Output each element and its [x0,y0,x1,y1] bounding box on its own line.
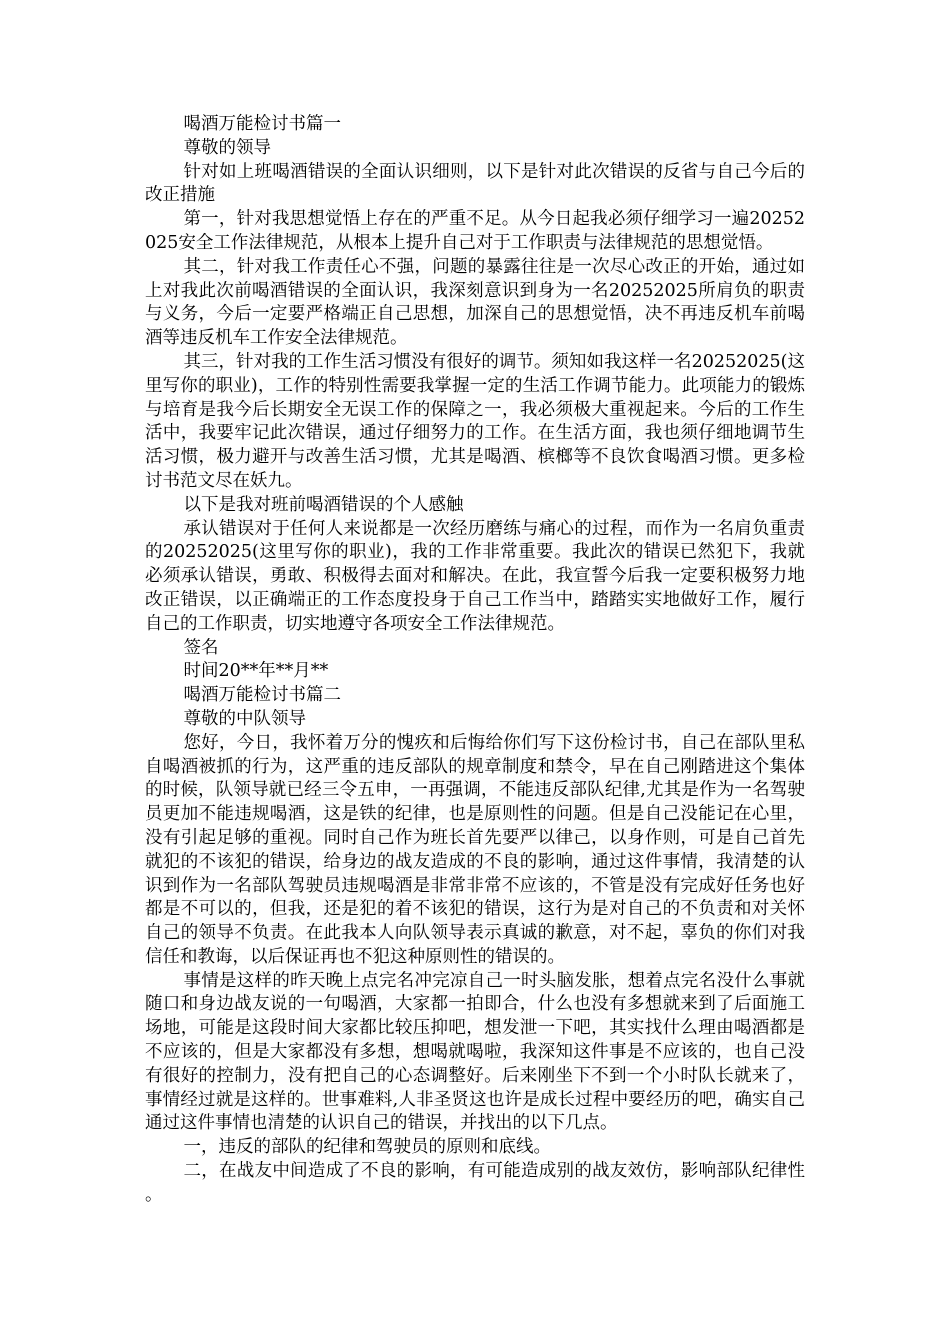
paragraph: 您好，今日，我怀着万分的愧疚和后悔给你们写下这份检讨书，自己在部队里私自喝酒被抓的行为，这严重的违反部队的规章制度和禁令，早在自己刚踏进这个集体的时候，队领导就已经三令五申，一再强调，不能违反部队纪律,尤其是作为一名驾驶员更加不能违规喝酒，这是铁的纪律，也是原则性的问题。但是自己没能记在心里，没有引起足够的重视。同时自己作为班长首先要严以律己，以身作则，可是自己首先就犯的不该犯的错误，给身边的战友造成的不良的影响，通过这件事情，我清楚的认识到作为一名部队驾驶员违规喝酒是非常非常不应该的，不管是没有完成好任务也好都是不可以的，但我，还是犯的着不该犯的错误，这行为是对自己的不负责和对关怀自己的领导不负责。在此我本人向队领导表示真诚的歉意，对不起，辜负的你们对我信任和教诲，以后保证再也不犯这种原则性的错误的。 [145,732,805,967]
paragraph: 其三，针对我的工作生活习惯没有很好的调节。须知如我这样一名20252025(这里写你的职业)，工作的特别性需要我掌握一定的生活工作调节能力。此项能力的锻炼与培育是我今后长期安全无误工作的保障之一，我必须极大重视起来。今后的工作生活中，我要牢记此次错误，通过仔细努力的工作。在生活方面，我也须仔细地调节生活习惯，极力避开与改善生活习惯，尤其是喝酒、槟榔等不良饮食喝酒习惯。更多检讨书范文尽在妖九。 [145,351,805,491]
heading-part-two: 喝酒万能检讨书篇二 [183,685,341,706]
paragraph: 承认错误对于任何人来说都是一次经历磨练与痛心的过程，而作为一名肩负重责的20252025(这里写你的职业)，我的工作非常重要。我此次的错误已然犯下，我就必须承认错误，勇敢、积极得去面对和解决。在此，我宣誓今后我一定要积极努力地改正错误，以正确端正的工作态度投身于自己工作当中，踏踏实实地做好工作，履行自己的工作职责，切实地遵守各项安全工作法律规范。 [145,518,805,634]
heading-part-one: 喝酒万能检讨书篇一 [183,114,341,134]
paragraph: 第一，针对我思想觉悟上存在的严重不足。从今日起我必须仔细学习一遍20252025安全工作法律规范，从根本上提升自己对于工作职责与法律规范的思想觉悟。 [145,209,805,253]
salutation: 尊敬的领导 [183,137,271,158]
date-line: 时间20**年**月** [183,661,329,682]
paragraph: 针对如上班喝酒错误的全面认识细则，以下是针对此次错误的反省与自己今后的改正措施 [145,161,805,206]
list-item: 二，在战友中间造成了不良的影响，有可能造成别的战友效仿，影响部队纪律性。 [145,1161,805,1205]
salutation: 尊敬的中队领导 [183,708,306,729]
list-item: 一，违反的部队的纪律和驾驶员的原则和底线。 [183,1137,551,1158]
signature-line: 签名 [183,637,219,658]
document-page [145,113,805,1208]
paragraph: 事情是这样的昨天晚上点完名冲完凉自己一时头脑发胀，想着点完名没什么事就随口和身边战友说的一句喝酒，大家都一拍即合，什么也没有多想就来到了后面施工场地，可能是这段时间大家都比较压抑吧，想发泄一下吧，其实找什么理由喝酒都是不应该的，但是大家都没有多想，想喝就喝啦，我深知这件事是不应该的，也自己没有很好的控制力，没有把自己的心态调整好。后来刚坐下不到一个小时队长就来了，事情经过就是这样的。世事难料,人非圣贤这也许是成长过程中要经历的吧，确实自己通过这件事情也清楚的认识自己的错误，并找出的以下几点。 [145,970,805,1134]
paragraph: 以下是我对班前喝酒错误的个人感触 [183,494,464,515]
paragraph: 其二，针对我工作责任心不强，问题的暴露往往是一次尽心改正的开始，通过如上对我此次前喝酒错误的全面认识，我深刻意识到身为一名20252025所肩负的职责与义务，今后一定要严格端正自己思想，加深自己的思想觉悟，决不再违反机车前喝酒等违反机车工作安全法律规范。 [145,256,805,349]
